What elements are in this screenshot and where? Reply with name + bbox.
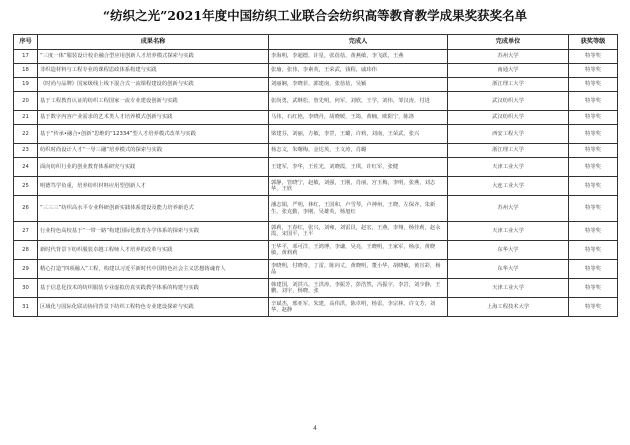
- recipients: 王华平，邓可洋，王鸿博，李谦，吴亮，王晓明，王家军，杨彦，黄晓敏，黄莉莉: [269, 241, 448, 260]
- award-title: 区域化与国际化联动协同背景下纺织工程特色专业建设探索与实践: [38, 298, 269, 317]
- header-name: 成果名称: [38, 35, 269, 50]
- row-number: 23: [14, 144, 38, 158]
- header-level: 获奖等级: [569, 35, 618, 50]
- award-level: 特等奖: [569, 177, 618, 196]
- table-row: [14, 111, 618, 125]
- award-level: 特等奖: [569, 50, 618, 64]
- institution: 东华大学: [448, 241, 569, 260]
- table-row: [14, 50, 618, 64]
- award-title: 纺织时尚设计人才“一导三融”培养模式的探索与实践: [38, 144, 269, 158]
- row-number: 25: [14, 177, 38, 196]
- header-no: 序号: [14, 35, 38, 50]
- award-title: 明德笃学负重，培养纺织材料应用型创新人才: [38, 177, 269, 196]
- award-level: 特等奖: [569, 78, 618, 92]
- awards-table: [13, 34, 618, 317]
- table-row: [14, 279, 618, 298]
- row-number: 29: [14, 260, 38, 279]
- institution: 苏州大学: [448, 50, 569, 64]
- recipients: 张尚勇，武继松，詹先明，何军，刘欣，王学，刘伟，邹汉涛，付进: [269, 92, 448, 111]
- table-body: [14, 50, 618, 317]
- award-title: 精心打造“四项融入”工程，构建以习近平新时代中国特色社会主义思想铸魂育人: [38, 260, 269, 279]
- table-row: [14, 64, 618, 78]
- award-level: 特等奖: [569, 298, 618, 317]
- row-number: 28: [14, 241, 38, 260]
- institution: 上海工程技术大学: [448, 298, 569, 317]
- award-level: 特等奖: [569, 92, 618, 111]
- award-level: 特等奖: [569, 241, 618, 260]
- row-number: 27: [14, 222, 38, 241]
- institution: 南通大学: [448, 64, 569, 78]
- recipients: 杨志文，朱曙梅，金达英，王文涛，肖璐: [269, 144, 448, 158]
- table-row: [14, 177, 618, 196]
- recipients: 韩建国，刘洪兴，王洪涛，李振芳，彭浩然，冯振宇，李岩，刘少静，王鹏，刘宇，杨晓，张: [269, 279, 448, 298]
- award-title: 《时尚与品牌》国家级线上线下混合式一流课程建设的创新与实践: [38, 78, 269, 92]
- recipients: 张瑜，张伟，李素英，王荣武，钱程，戚玮伟: [269, 64, 448, 78]
- award-title: 非织造材料与工程专业的课程思政体系构建与实践: [38, 64, 269, 78]
- award-title: “三度一体”服装设计校企融合型应用创新人才培养模式探索与实践: [38, 50, 269, 64]
- page-title: “纺织之光”2021年度中国纺织工业联合会纺织高等教育教学成果奖获奖名单: [102, 8, 528, 23]
- table-row: [14, 144, 618, 158]
- table-row: [14, 298, 618, 317]
- award-level: 特等奖: [569, 222, 618, 241]
- table-row: [14, 158, 618, 177]
- award-title: 面向纺织行业的创业教育体系研究与实践: [38, 158, 269, 177]
- recipients: 刘丽娴，李晓菲，郭建南，张蓓蓓，吴颖: [269, 78, 448, 92]
- award-title: 基于工程教育认证的纺织工程国家一流专业建设创新与实践: [38, 92, 269, 111]
- row-number: 18: [14, 64, 38, 78]
- recipients: 郭莉，王春红，张兴，刘雍，刘雷艮，赵宏，王燕，李翔，杨佳莉，赵永霞，宋国平，王平: [269, 222, 448, 241]
- institution: 武汉纺织大学: [448, 92, 569, 111]
- table-row: [14, 260, 618, 279]
- award-level: 特等奖: [569, 64, 618, 78]
- recipients: 李晓明，付晓奇，丁雷，陈向丈，黄晓明，董小华，胡晓敏，黄宣彩，杨晶: [269, 260, 448, 279]
- award-title: “三三三”纺织高水平专业科研创新实践体系建设及能力培养新范式: [38, 196, 269, 222]
- recipients: 李海明，李超德，许星，张蓓蓓，黄燕敏，李飞跃，王燕: [269, 50, 448, 64]
- award-level: 特等奖: [569, 158, 618, 177]
- award-title: 基于信息化技术的纺织服装专业虚拟仿真实践教学体系的构建与实践: [38, 279, 269, 298]
- institution: 西安工程大学: [448, 125, 569, 144]
- award-level: 特等奖: [569, 260, 618, 279]
- award-title: 行业特色高校基于“一带一路”构建国际化教育办学体系的探索与实践: [38, 222, 269, 241]
- table-header-row: [14, 35, 618, 50]
- row-number: 31: [14, 298, 38, 317]
- institution: 浙江理工大学: [448, 78, 569, 92]
- recipients: 潘志娟，严明，林红，王国和，卢雪琴，卢神州，王晓，左保齐，朱新生，张克勤，李刚，吴雄英，杨旭红: [269, 196, 448, 222]
- institution: 浙江理工大学: [448, 144, 569, 158]
- recipients: 郭静，管晓宁，赵敏，刘强，王刚，肖丽，宫玉梅，李明，张燕，刘志华，王欣: [269, 177, 448, 196]
- table-row: [14, 196, 618, 222]
- header-people: 完成人: [269, 35, 448, 50]
- page-number: 4: [313, 425, 317, 432]
- row-number: 21: [14, 111, 38, 125]
- row-number: 20: [14, 92, 38, 111]
- row-number: 30: [14, 279, 38, 298]
- header-unit: 完成单位: [448, 35, 569, 50]
- institution: 东华大学: [448, 260, 569, 279]
- institution: 武汉纺织大学: [448, 111, 569, 125]
- award-level: 特等奖: [569, 144, 618, 158]
- recipients: 梁建芬，刘丽，方敏，李罡，王璐，许莉，刘南，王荣武，张兴: [269, 125, 448, 144]
- award-title: 基于“传承•融合•创新”思维的“12334”型人才培养模式改革与实践: [38, 125, 269, 144]
- table-row: [14, 125, 618, 144]
- award-level: 特等奖: [569, 125, 618, 144]
- row-number: 26: [14, 196, 38, 222]
- row-number: 17: [14, 50, 38, 64]
- recipients: 马伟，石红艳，李晓丹，胡晓媛，王筠，黄楠，欧阳宁，陈洛: [269, 111, 448, 125]
- table-row: [14, 241, 618, 260]
- row-number: 22: [14, 125, 38, 144]
- recipients: 王建军，李华，王佐光，刘晓霞，王琪，许红军，张健: [269, 158, 448, 177]
- table-row: [14, 78, 618, 92]
- award-title: 基于数字内容产业需求的艺术类人才培养模式创新与实践: [38, 111, 269, 125]
- row-number: 19: [14, 78, 38, 92]
- institution: 苏州大学: [448, 196, 569, 222]
- award-title: 新时代背景下纺织服装卓越工程师人才培养的改革与实践: [38, 241, 269, 260]
- row-number: 24: [14, 158, 38, 177]
- table-row: [14, 222, 618, 241]
- award-level: 特等奖: [569, 279, 618, 298]
- institution: 天津工业大学: [448, 279, 569, 298]
- award-level: 特等奖: [569, 196, 618, 222]
- institution: 天津工业大学: [448, 158, 569, 177]
- institution: 天津工业大学: [448, 222, 569, 241]
- institution: 大连工业大学: [448, 177, 569, 196]
- award-level: 特等奖: [569, 111, 618, 125]
- recipients: 辛斌杰，邢亚军，朱建，高伟洪，陈卓明，杨雷，李宗林，许文芳，刘华，赵静: [269, 298, 448, 317]
- table-row: [14, 92, 618, 111]
